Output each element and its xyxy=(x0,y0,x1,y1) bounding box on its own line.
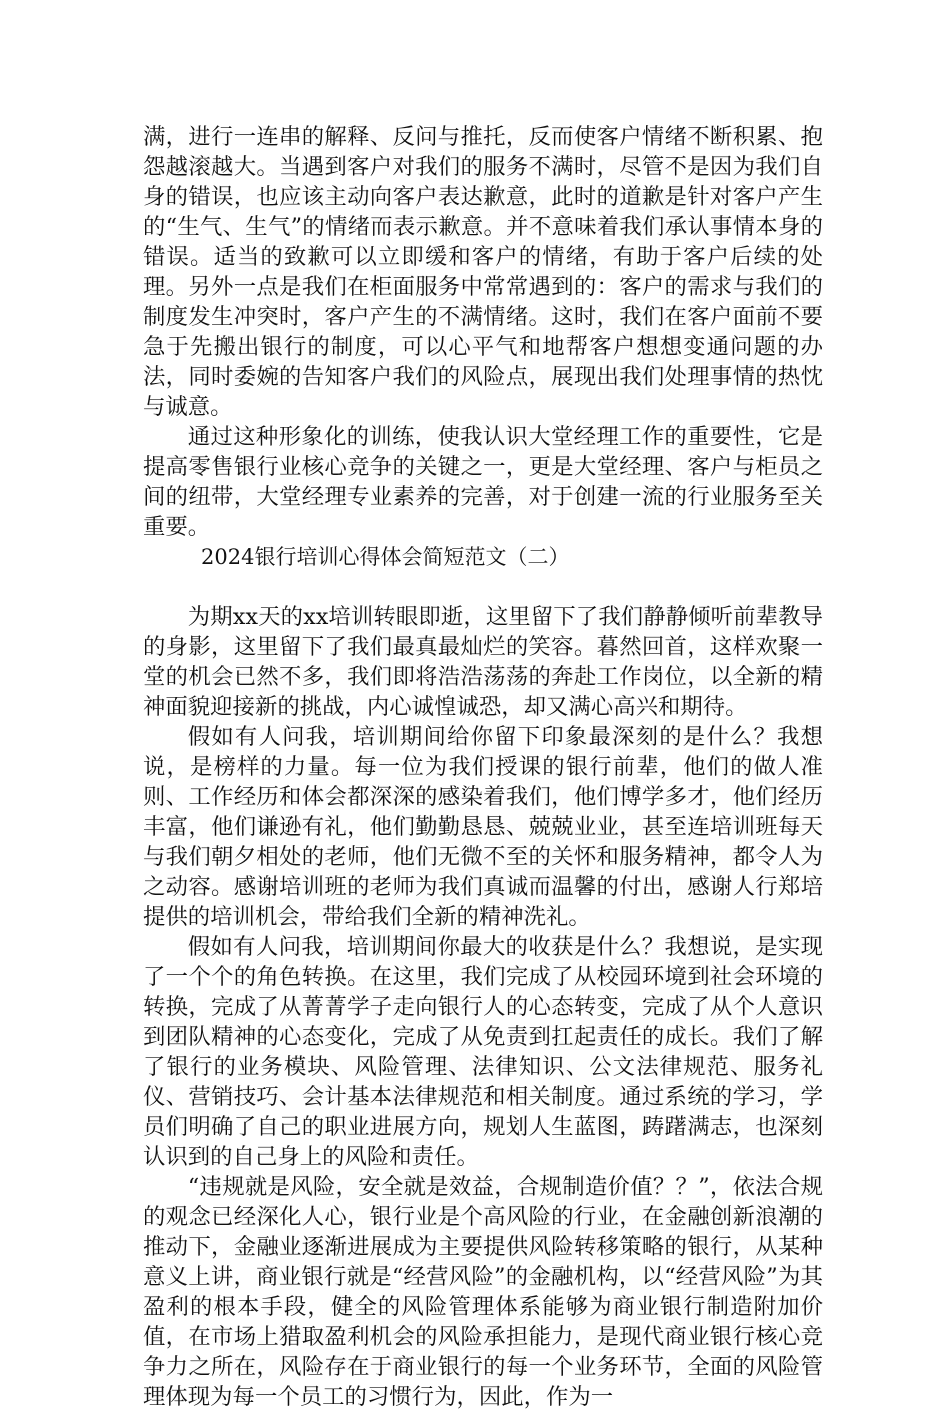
blank-line xyxy=(143,572,823,602)
paragraph-2: 通过这种形象化的训练，使我认识大堂经理工作的重要性，它是提高零售银行业核心竞争的关键之一，更是大堂经理、客户与柜员之间的纽带，大堂经理专业素养的完善，对于创建一流的行业服务至关重要。 xyxy=(143,424,823,540)
paragraph-5: 假如有人问我，培训期间你最大的收获是什么？我想说，是实现了一个个的角色转换。在这里，我们完成了从校园环境到社会环境的转换，完成了从菁菁学子走向银行人的心态转变，完成了从个人意识到团队精神的心态变化，完成了从免责到扛起责任的成长。我们了解了银行的业务模块、风险管理、法律知识、公文法律规范、服务礼仪、营销技巧、会计基本法律规范和相关制度。通过系统的学习，学员们明确了自己的职业进展方向，规划人生蓝图，踌躇满志，也深刻认识到的自己身上的风险和责任。 xyxy=(143,934,823,1170)
paragraph-1: 满，进行一连串的解释、反问与推托，反而使客户情绪不断积累、抱怨越滚越大。当遇到客户对我们的服务不满时，尽管不是因为我们自身的错误，也应该主动向客户表达歉意，此时的道歉是针对客户产生的“生气、生气”的情绪而表示歉意。并不意味着我们承认事情本身的错误。适当的致歉可以立即缓和客户的情绪，有助于客户后续的处理。另外一点是我们在柜面服务中常常遇到的：客户的需求与我们的制度发生冲突时，客户产生的不满情绪。这时，我们在客户面前不要急于先搬出银行的制度，可以心平气和地帮客户想想变通问题的办法，同时委婉的告知客户我们的风险点，展现出我们处理事情的热忱与诚意。 xyxy=(143,124,823,420)
paragraph-4: 假如有人问我，培训期间给你留下印象最深刻的是什么？我想说，是榜样的力量。每一位为我们授课的银行前辈，他们的做人准则、工作经历和体会都深深的感染着我们，他们博学多才，他们经历丰富，他们谦逊有礼，他们勤勤恳恳、兢兢业业，甚至连培训班每天与我们朝夕相处的老师，他们无微不至的关怀和服务精神，都令人为之动容。感谢培训班的老师为我们真诚而温馨的付出，感谢人行郑培提供的培训机会，带给我们全新的精神洗礼。 xyxy=(143,724,823,930)
paragraph-6: “违规就是风险，安全就是效益，合规制造价值？？”，依法合规的观念已经深化人心，银行业是个高风险的行业，在金融创新浪潮的推动下，金融业逐渐进展成为主要提供风险转移策略的银行，从某种意义上讲，商业银行就是“经营风险”的金融机构，以“经营风险”为其盈利的根本手段，健全的风险管理体系能够为商业银行制造附加价值，在市场上猎取盈利机会的风险承担能力，是现代商业银行核心竞争力之所在，风险存在于商业银行的每一个业务环节，全面的风险管理体现为每一个员工的习惯行为，因此，作为一 xyxy=(143,1174,823,1410)
section-title: 2024银行培训心得体会简短范文（二） xyxy=(201,545,570,569)
paragraph-3: 为期xx天的xx培训转眼即逝，这里留下了我们静静倾听前辈教导的身影，这里留下了我们最真最灿烂的笑容。暮然回首，这样欢聚一堂的机会已然不多，我们即将浩浩荡荡的奔赴工作岗位，以全新的精神面貌迎接新的挑战，内心诚惶诚恐，却又满心高兴和期待。 xyxy=(143,604,823,720)
document-page xyxy=(143,122,823,1412)
